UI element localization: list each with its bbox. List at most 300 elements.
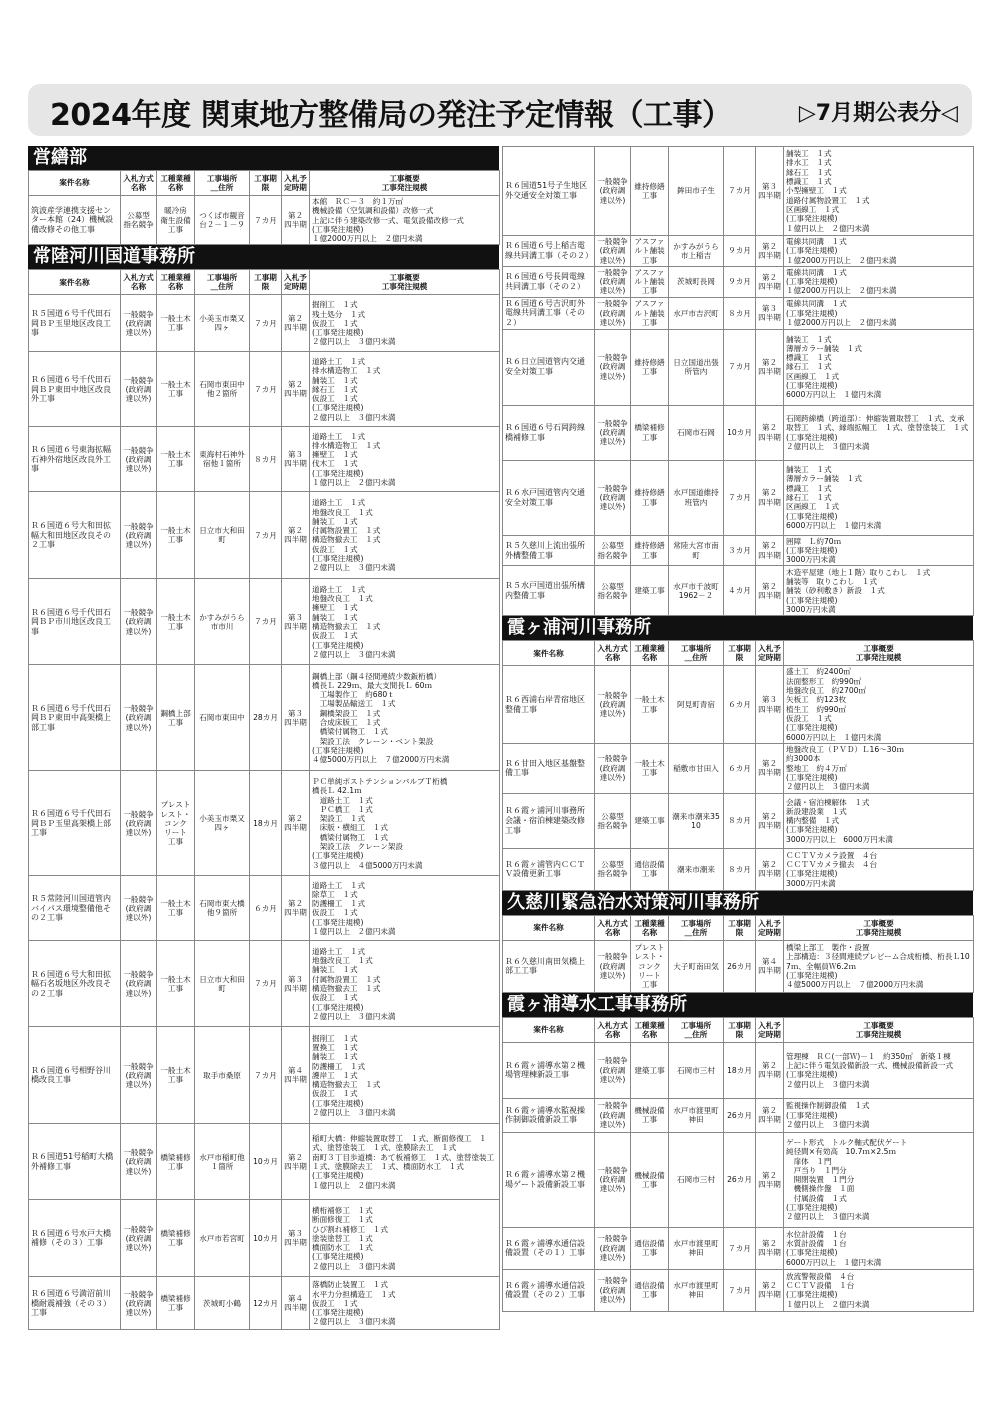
location: 水戸市渡里町神田: [669, 1269, 724, 1311]
bid-timing: 第２ 四半期: [756, 236, 784, 267]
bid-timing: 第２ 四半期: [756, 535, 784, 566]
location: 大子町南田気: [669, 940, 724, 992]
location: 水戸市稲町他１箇所: [195, 1124, 250, 1200]
bid-timing: 第２ 四半期: [756, 1042, 784, 1098]
column-header: 工事場所 ＿住所: [669, 915, 724, 940]
work-type: 暖冷房 衛生設備 工事: [157, 196, 195, 245]
work-type: 一般土木 工事: [631, 743, 669, 793]
section-header: 霞ヶ浦導水工事事務所: [502, 993, 973, 1017]
location: かすみがうら市市川: [195, 579, 250, 665]
table-row: [29, 771, 500, 876]
table-row: [29, 196, 500, 245]
work-type: 鋼橋上部 工事: [157, 665, 195, 771]
location: 石岡市東田中他２箇所: [195, 352, 250, 427]
table-header-row: [29, 270, 500, 295]
duration: ６カ月: [724, 666, 756, 743]
bid-method: 一般競争 (政府調 達以外): [121, 1124, 157, 1200]
column-header: 入札方式 名称: [595, 915, 631, 940]
bid-method: 一般競争 (政府調 達以外): [595, 1269, 631, 1311]
duration: ７カ月: [250, 352, 282, 427]
column-header: 工事場所 ＿住所: [669, 641, 724, 666]
column-header: 入札予 定時期: [282, 171, 310, 196]
bid-method: 公募型 指名競争: [595, 848, 631, 890]
section-header: 常陸河川国道事務所: [28, 245, 499, 269]
bid-timing: 第２ 四半期: [756, 743, 784, 793]
duration: 12カ月: [250, 1277, 282, 1330]
location: 鉾田市子生: [669, 147, 724, 236]
bid-timing: 第２ 四半期: [756, 1227, 784, 1269]
location: 水戸国道維持班管内: [669, 460, 724, 535]
column-header: 工事期限: [724, 641, 756, 666]
duration: ８カ月: [724, 793, 756, 848]
duration: ９カ月: [724, 266, 756, 297]
work-type: 機械設備 工事: [631, 1132, 669, 1227]
bid-method: 一般競争 (政府調 達以外): [595, 743, 631, 793]
bid-timing: 第２ 四半期: [756, 460, 784, 535]
column-header: 案件名称: [503, 1017, 595, 1042]
location: 水戸市若宮町: [195, 1200, 250, 1277]
summary: 舗装工 １式 薄層カラー舗装 １式 標識工 １式 縁石工 １式 区画線工 １式 (工事発注規模) 6000万円以上 １億円未満: [784, 460, 974, 535]
bid-timing: 第３ 四半期: [282, 665, 310, 771]
summary: 監視操作制御設備 １式 (工事発注規模) ２億円以上 ３億円未満: [784, 1098, 974, 1132]
bid-method: 一般競争 (政府調 達以外): [595, 1098, 631, 1132]
column-header: 入札方式 名称: [595, 1017, 631, 1042]
project-name: Ｒ５国道６号千代田石岡ＢＰ玉里地区改良工事: [29, 295, 121, 352]
bid-timing: 第２ 四半期: [282, 196, 310, 245]
duration: ７カ月: [724, 460, 756, 535]
bid-timing: 第２ 四半期: [756, 1132, 784, 1227]
project-name: Ｒ５水戸国道出張所構内整備工事: [503, 566, 595, 616]
summary: 電線共同溝 １式 (工事発注規模) １億2000万円以上 ２億円未満: [784, 236, 974, 267]
table-row: [503, 1227, 974, 1269]
location: 小美玉市栗又四ヶ: [195, 295, 250, 352]
project-name: Ｒ６国道６号千代田石岡ＢＰ東田中地区改良外工事: [29, 352, 121, 427]
duration: ８カ月: [724, 297, 756, 329]
project-name: Ｒ６国道51号子生地区外交通安全対策工事: [503, 147, 595, 236]
order-table: [502, 1017, 974, 1312]
table-row: [503, 535, 974, 566]
table-row: [29, 1124, 500, 1200]
bid-method: 一般競争 (政府調 達以外): [595, 147, 631, 236]
work-type: 一般土木 工事: [157, 941, 195, 1027]
column-header: 工事概要 工事発注規模: [784, 915, 974, 940]
bid-timing: 第２ 四半期: [756, 329, 784, 405]
column-header: 工事概要 工事発注規模: [784, 641, 974, 666]
duration: ７カ月: [250, 295, 282, 352]
work-type: 橋梁補修 工事: [157, 1277, 195, 1330]
location: 常陸大宮市南町: [669, 535, 724, 566]
summary: 管理棟 ＲＣ(一部Ｗ)－１ 約350㎡ 新築１棟 上記に伴う電気設備新設一式、機械設備新設一式 (工事発注規模) ２億円以上 ３億円未満: [784, 1042, 974, 1098]
bid-method: 一般競争 (政府調 達以外): [595, 666, 631, 743]
location: 潮来市潮来3510: [669, 793, 724, 848]
project-name: Ｒ６国道６号長岡電線共同溝工事（その２）: [503, 266, 595, 297]
bid-timing: 第２ 四半期: [756, 566, 784, 616]
bid-method: 一般競争 (政府調 達以外): [595, 236, 631, 267]
column-header: 案件名称: [503, 915, 595, 940]
summary: ＣＣＴＶカメラ設置 ４台 ＣＣＴＶカメラ撤去 ４台 (工事発注規模) 3000万円未満: [784, 848, 974, 890]
bid-method: 一般競争 (政府調 達以外): [121, 876, 157, 941]
project-name: Ｒ６国道６号石岡跨線橋補修工事: [503, 405, 595, 460]
duration: 10カ月: [250, 1200, 282, 1277]
summary: 囲障 Ｌ約70ｍ (工事発注規模) 3000万円未満: [784, 535, 974, 566]
column-header: 工事期限: [724, 1017, 756, 1042]
duration: ７カ月: [250, 492, 282, 579]
duration: ７カ月: [250, 196, 282, 245]
bid-method: 一般競争 (政府調 達以外): [121, 1200, 157, 1277]
table-row: [29, 352, 500, 427]
table-row: [503, 848, 974, 890]
bid-timing: 第３ 四半期: [756, 666, 784, 743]
bid-timing: 第２ 四半期: [282, 295, 310, 352]
work-type: 通信設備 工事: [631, 848, 669, 890]
column-header: 工種業種 名称: [157, 171, 195, 196]
location: 稲敷市甘田入: [669, 743, 724, 793]
work-type: 一般土木 工事: [157, 295, 195, 352]
column-header: 入札予 定時期: [756, 641, 784, 666]
duration: ７カ月: [724, 329, 756, 405]
column-header: 工種業種 名称: [631, 641, 669, 666]
summary: 道路土工 １式 排水構造物工 １式 擁壁工 １式 伐木工 １式 (工事発注規模) １億円以上 ２億円未満: [310, 427, 500, 492]
location: 茨城町長岡: [669, 266, 724, 297]
bid-timing: 第２ 四半期: [756, 266, 784, 297]
duration: 26カ月: [724, 1132, 756, 1227]
summary: 道路土工 １式 地盤改良工 １式 舗装工 １式 付属物設置工 １式 構造物撤去工 １式 仮設工 １式 (工事発注規模) ２億円以上 ３億円未満: [310, 492, 500, 579]
summary: 舗装工 １式 薄層カラー舗装 １式 標識工 １式 縁石工 １式 区画線工 １式 (工事発注規模) 6000万円以上 １億円未満: [784, 329, 974, 405]
table-row: [503, 566, 974, 616]
bid-method: 一般競争 (政府調 達以外): [121, 941, 157, 1027]
work-type: アスファ ルト舗装 工事: [631, 236, 669, 267]
summary: 本館 ＲＣ－３ 約１万㎡ 機械設備（空気調和設備）改修一式 上記に伴う建築改修一式、電気設備改修一式 (工事発注規模) １億2000万円以上 ２億円未満: [310, 196, 500, 245]
table-header-row: [503, 915, 974, 940]
duration: ９カ月: [724, 236, 756, 267]
column-header: 入札方式 名称: [121, 270, 157, 295]
column-header: 入札予 定時期: [756, 1017, 784, 1042]
order-table: [502, 146, 974, 616]
location: つくば市観音台２－１－９: [195, 196, 250, 245]
summary: 石岡跨線橋（跨道部）：伸縮装置取替工 １式、支承取替工 １式、縁端拡幅工 １式、塗替塗装工 １式 (工事発注規模) ２億円以上 ３億円未満: [784, 405, 974, 460]
column-header: 工事場所 ＿住所: [669, 1017, 724, 1042]
bid-method: 一般競争 (政府調 達以外): [595, 1132, 631, 1227]
project-name: Ｒ５久慈川上流出張所外構整備工事: [503, 535, 595, 566]
bid-timing: 第２ 四半期: [756, 1269, 784, 1311]
location: 水戸市渡里町神田: [669, 1227, 724, 1269]
location: 日立市大和田町: [195, 492, 250, 579]
column-header: 工事場所 ＿住所: [195, 270, 250, 295]
location: 茨城町小鶴: [195, 1277, 250, 1330]
summary: 道路土工 １式 地盤改良工 １式 舗装工 １式 付属物設置工 １式 構造物撤去工 １式 仮設工 １式 (工事発注規模) ２億円以上 ３億円未満: [310, 941, 500, 1027]
work-type: 通信設備 工事: [631, 1269, 669, 1311]
work-type: 一般土木 工事: [631, 666, 669, 743]
column-header: 案件名称: [29, 270, 121, 295]
duration: 10カ月: [724, 405, 756, 460]
work-type: アスファ ルト舗装 工事: [631, 297, 669, 329]
location: 潮来市潮来: [669, 848, 724, 890]
duration: 26カ月: [724, 940, 756, 992]
bid-method: 一般競争 (政府調 達以外): [595, 329, 631, 405]
project-name: Ｒ５常陸河川国道管内バイパス環境整備他その２工事: [29, 876, 121, 941]
column-header: 工種業種 名称: [631, 1017, 669, 1042]
project-name: Ｒ６霞ヶ浦管内ＣＣＴＶ設備更新工事: [503, 848, 595, 890]
summary: 掘削工 １式 残土処分 １式 仮設工 １式 (工事発注規模) ２億円以上 ３億円未満: [310, 295, 500, 352]
location: 阿見町青宿: [669, 666, 724, 743]
location: 水戸市渡里町神田: [669, 1098, 724, 1132]
bid-method: 公募型 指名競争: [595, 793, 631, 848]
summary: 地盤改良工（ＰＶＤ）Ｌ16～30ｍ 約3000本 整地工 約４万㎡ (工事発注規模) ２億円以上 ３億円未満: [784, 743, 974, 793]
summary: 道路土工 １式 除草工 １式 防護柵工 １式 仮設工 １式 (工事発注規模) １億円以上 ２億円未満: [310, 876, 500, 941]
project-name: Ｒ６霞ヶ浦導水通信設備設置（その２）工事: [503, 1269, 595, 1311]
table-header-row: [503, 641, 974, 666]
location: 水戸市吉沢町: [669, 297, 724, 329]
bid-timing: 第４ 四半期: [282, 1277, 310, 1330]
summary: ゲート形式 トルク軸式配伏ゲート 純径間×有効高 10.7ｍ×2.5ｍ 扉体 １門 戸当り １門分 開閉装置 １門分 機側操作盤 １面 付属設備 １式 (工事発注規模) ２億円以上 ３億円未満: [784, 1132, 974, 1227]
duration: 28カ月: [250, 665, 282, 771]
duration: 18カ月: [250, 771, 282, 876]
column-header: 工種業種 名称: [157, 270, 195, 295]
column-header: 案件名称: [29, 171, 121, 196]
table-row: [503, 266, 974, 297]
period-label: ▷7月期公表分◁: [798, 101, 958, 126]
work-type: 機械設備 工事: [631, 1098, 669, 1132]
column-header: 工事概要 工事発注規模: [784, 1017, 974, 1042]
column-header: 工事期限: [724, 915, 756, 940]
summary: 横桁補修工 １式 断面修復工 １式 ひび割れ補修工 １式 塗装塗替工 １式 橋面防水工 １式 (工事発注規模) ２億円以上 ３億円未満: [310, 1200, 500, 1277]
bid-method: 一般競争 (政府調 達以外): [121, 427, 157, 492]
location: 水戸市千波町1962－２: [669, 566, 724, 616]
project-name: Ｒ６霞ヶ浦導水第２機場ゲート設備新設工事: [503, 1132, 595, 1227]
title-banner: [28, 84, 972, 136]
work-type: 維持修繕 工事: [631, 535, 669, 566]
table-row: [503, 1269, 974, 1311]
section-header: 霞ヶ浦河川事務所: [502, 616, 973, 640]
duration: ７カ月: [250, 941, 282, 1027]
column-header: 工事期限: [250, 270, 282, 295]
summary: 稲町大橋：伸縮装置取替工 １式、断面修復工 １式、塗替塗装工 １式、塗膜除去工 １式 南町３丁目歩道橋：あて板補修工 １式、塗替塗装工 １式、塗膜除去工 １式、橋面防水工 １式 (工事発注規模) １億円以上 ２億円未満: [310, 1124, 500, 1200]
column-header: 入札予 定時期: [282, 270, 310, 295]
left-column: [28, 146, 499, 1330]
duration: ３カ月: [724, 535, 756, 566]
table-row: [29, 492, 500, 579]
page-title: 2024年度 関東地方整備局の発注予定情報（工事）: [50, 98, 732, 133]
table-row: [503, 147, 974, 236]
bid-timing: 第２ 四半期: [756, 405, 784, 460]
project-name: Ｒ６甘田入地区基盤整備工事: [503, 743, 595, 793]
table-header-row: [503, 1017, 974, 1042]
bid-timing: 第３ 四半期: [756, 297, 784, 329]
table-row: [29, 665, 500, 771]
table-row: [29, 1200, 500, 1277]
duration: ７カ月: [250, 579, 282, 665]
bid-method: 公募型 指名競争: [595, 566, 631, 616]
right-column: [502, 146, 973, 1312]
bid-method: 一般競争 (政府調 達以外): [121, 1277, 157, 1330]
project-name: 筑波産学連携支援センター本館（24）機械設備改修その他工事: [29, 196, 121, 245]
work-type: プレスト レスト・ コンク リート 工事: [631, 940, 669, 992]
project-name: Ｒ６国道６号満沼前川橋耐震補強（その３）工事: [29, 1277, 121, 1330]
column-header: 入札方式 名称: [595, 641, 631, 666]
order-table: [28, 269, 500, 1330]
location: 東海村石神外宿他１箇所: [195, 427, 250, 492]
location: 石岡市三村: [669, 1042, 724, 1098]
bid-timing: 第４ 四半期: [282, 1027, 310, 1124]
project-name: Ｒ６国道６号水戸大橋補修（その３）工事: [29, 1200, 121, 1277]
table-row: [503, 1042, 974, 1098]
bid-method: 一般競争 (政府調 達以外): [595, 1042, 631, 1098]
location: 石岡市東大橋他９箇所: [195, 876, 250, 941]
location: 石岡市三村: [669, 1132, 724, 1227]
order-table: [502, 915, 974, 993]
duration: 10カ月: [250, 1124, 282, 1200]
bid-timing: 第３ 四半期: [282, 941, 310, 1027]
work-type: 橋梁補修 工事: [157, 1200, 195, 1277]
project-name: Ｒ６国道６号東海拡幅石神外宿地区改良外工事: [29, 427, 121, 492]
bid-method: 一般競争 (政府調 達以外): [595, 297, 631, 329]
project-name: Ｒ６国道６号千代田石岡ＢＰ玉里高架橋上部工事: [29, 771, 121, 876]
project-name: Ｒ６国道６号千代田石岡ＢＰ市川地区改良工事: [29, 579, 121, 665]
table-row: [503, 940, 974, 992]
bid-method: 一般競争 (政府調 達以外): [121, 665, 157, 771]
table-row: [29, 295, 500, 352]
column-header: 工事概要 工事発注規模: [310, 171, 500, 196]
order-table: [502, 640, 974, 890]
work-type: 一般土木 工事: [157, 579, 195, 665]
bid-timing: 第２ 四半期: [756, 848, 784, 890]
summary: ＰＣ単純ポストテンションバルブＴ桁橋 橋長Ｌ 42.1ｍ 道路土工 １式 ＰＣ橋工 １式 架設工 １式 床版・横組工 １式 橋梁付属物工 １式 架設工法 クレーン架設 (工事発注規模) ３億円以上 ４億5000万円未満: [310, 771, 500, 876]
location: 石岡市石岡: [669, 405, 724, 460]
summary: 鋼橋上部（鋼４径間連続少数鈑桁橋） 橋長Ｌ 229ｍ、最大支間長Ｌ 60ｍ 工場製作工 約680ｔ 工場製品輸送工 １式 鋼橋架設工 １式 合成床版工 １式 橋梁付属物工 １式 架設工法 クレーン・ベント架設 (工事発注規模) ４億5000万円以上 ７億2000万円未満: [310, 665, 500, 771]
project-name: Ｒ６久慈川南田気橋上部工工事: [503, 940, 595, 992]
column-header: 工種業種 名称: [631, 915, 669, 940]
bid-timing: 第２ 四半期: [282, 771, 310, 876]
summary: 道路土工 １式 地盤改良工 １式 擁壁工 １式 舗装工 １式 構造物撤去工 １式 仮設工 １式 (工事発注規模) ２億円以上 ３億円未満: [310, 579, 500, 665]
bid-timing: 第２ 四半期: [282, 876, 310, 941]
table-row: [503, 329, 974, 405]
bid-method: 公募型 指名競争: [121, 196, 157, 245]
summary: 放流警報設備 ４台 ＣＣＴＶ設備 １台 (工事発注規模) １億円以上 ２億円未満: [784, 1269, 974, 1311]
duration: ７カ月: [724, 1227, 756, 1269]
bid-timing: 第２ 四半期: [282, 352, 310, 427]
bid-timing: 第３ 四半期: [282, 1200, 310, 1277]
work-type: プレスト レスト・ コンク リート 工事: [157, 771, 195, 876]
work-type: 一般土木 工事: [157, 492, 195, 579]
table-row: [503, 1098, 974, 1132]
table-row: [503, 1132, 974, 1227]
location: かすみがうら市上稲吉: [669, 236, 724, 267]
location: 日立国道出張所管内: [669, 329, 724, 405]
section-header: 営繕部: [28, 146, 499, 170]
project-name: Ｒ６国道51号稲町大橋外補修工事: [29, 1124, 121, 1200]
bid-method: 一般競争 (政府調 達以外): [595, 405, 631, 460]
location: 小美玉市栗又四ヶ: [195, 771, 250, 876]
project-name: Ｒ６西浦右岸青宿地区整備工事: [503, 666, 595, 743]
bid-method: 一般競争 (政府調 達以外): [121, 579, 157, 665]
bid-method: 一般競争 (政府調 達以外): [121, 295, 157, 352]
project-name: Ｒ６霞ヶ浦導水第２機場管理棟新設工事: [503, 1042, 595, 1098]
duration: 26カ月: [724, 1098, 756, 1132]
summary: 道路土工 １式 排水構造物工 １式 舗装工 １式 縁石工 １式 仮設工 １式 (工事発注規模) ２億円以上 ３億円未満: [310, 352, 500, 427]
work-type: 一般土木 工事: [157, 1027, 195, 1124]
summary: 落橋防止装置工 １式 水平力分担構造工 １式 仮設工 １式 (工事発注規模) ２億円以上 ３億円未満: [310, 1277, 500, 1330]
duration: ６カ月: [724, 743, 756, 793]
duration: ８カ月: [250, 427, 282, 492]
table-row: [503, 460, 974, 535]
work-type: 建築工事: [631, 566, 669, 616]
bid-timing: 第３ 四半期: [282, 427, 310, 492]
project-name: Ｒ６霞ヶ浦導水監視操作制御設備新設工事: [503, 1098, 595, 1132]
bid-method: 公募型 指名競争: [595, 535, 631, 566]
bid-timing: 第２ 四半期: [282, 1124, 310, 1200]
work-type: 維持修繕 工事: [631, 147, 669, 236]
project-name: Ｒ６国道６号吉沢町外電線共同溝工事（その２）: [503, 297, 595, 329]
work-type: 橋梁補修 工事: [157, 1124, 195, 1200]
summary: 舗装工 １式 排水工 １式 縁石工 １式 標識工 １式 小型擁壁工 １式 道路付属物設置工 １式 区画線工 １式 (工事発注規模) １億円以上 ２億円未満: [784, 147, 974, 236]
bid-method: 一般競争 (政府調 達以外): [595, 266, 631, 297]
location: 取手市桑原: [195, 1027, 250, 1124]
work-type: 通信設備 工事: [631, 1227, 669, 1269]
summary: 水位計設備 １台 水質計設備 １台 (工事発注規模) 6000万円以上 １億円未満: [784, 1227, 974, 1269]
project-name: Ｒ６霞ヶ浦導水通信設備設置（その１）工事: [503, 1227, 595, 1269]
duration: ７カ月: [724, 1269, 756, 1311]
duration: ７カ月: [724, 147, 756, 236]
project-name: Ｒ６国道６号千代田石岡ＢＰ東田中高架橋上部工事: [29, 665, 121, 771]
work-type: 建築工事: [631, 793, 669, 848]
bid-method: 一般競争 (政府調 達以外): [595, 1227, 631, 1269]
duration: ７カ月: [250, 1027, 282, 1124]
column-header: 工事期限: [250, 171, 282, 196]
bid-timing: 第３ 四半期: [756, 147, 784, 236]
bid-method: 一般競争 (政府調 達以外): [595, 460, 631, 535]
order-table: [28, 170, 500, 245]
project-name: Ｒ６日立国道管内交通安全対策工事: [503, 329, 595, 405]
duration: ４カ月: [724, 566, 756, 616]
bid-method: 一般競争 (政府調 達以外): [121, 492, 157, 579]
column-header: 工事概要 工事発注規模: [310, 270, 500, 295]
project-name: Ｒ６国道６号大和田拡幅石名坂地区外改良その２工事: [29, 941, 121, 1027]
bid-method: 一般競争 (政府調 達以外): [121, 771, 157, 876]
project-name: Ｒ６霞ヶ浦河川事務所会議・宿泊棟建築改修工事: [503, 793, 595, 848]
table-row: [29, 941, 500, 1027]
summary: 掘削工 １式 置換工 １式 舗装工 １式 防護柵工 １式 護岸工 １式 構造物撤去工 １式 仮設工 １式 (工事発注規模) ２億円以上 ３億円未満: [310, 1027, 500, 1124]
table-header-row: [29, 171, 500, 196]
bid-method: 一般競争 (政府調 達以外): [121, 352, 157, 427]
column-header: 工事場所 ＿住所: [195, 171, 250, 196]
duration: 18カ月: [724, 1042, 756, 1098]
table-row: [29, 1277, 500, 1330]
summary: 会議・宿泊棟解体 １式 新設建設業 １式 構内整備 １式 (工事発注規模) 3000万円以上 6000万円未満: [784, 793, 974, 848]
table-row: [503, 793, 974, 848]
location: 石岡市東田中: [195, 665, 250, 771]
table-row: [503, 297, 974, 329]
work-type: 一般土木 工事: [157, 352, 195, 427]
table-row: [29, 876, 500, 941]
summary: 電線共同溝 １式 (工事発注規模) １億2000万円以上 ２億円未満: [784, 297, 974, 329]
work-type: 一般土木 工事: [157, 876, 195, 941]
work-type: 橋梁補修 工事: [631, 405, 669, 460]
duration: ６カ月: [250, 876, 282, 941]
summary: 盛土工 約2400㎥ 法面整形工 約990㎡ 地盤改良工 約2700㎡ 矢板工 約123枚 植生工 約990㎡ 仮設工 １式 (工事発注規模) 6000万円以上 １億円未満: [784, 666, 974, 743]
section-header: 久慈川緊急治水対策河川事務所: [502, 891, 973, 915]
duration: ８カ月: [724, 848, 756, 890]
column-header: 案件名称: [503, 641, 595, 666]
bid-method: 一般競争 (政府調 達以外): [121, 1027, 157, 1124]
table-row: [29, 427, 500, 492]
work-type: 建築工事: [631, 1042, 669, 1098]
work-type: アスファ ルト舗装 工事: [631, 266, 669, 297]
bid-timing: 第４ 四半期: [756, 940, 784, 992]
bid-timing: 第３ 四半期: [282, 579, 310, 665]
project-name: Ｒ６国道６号相野谷川橋改良工事: [29, 1027, 121, 1124]
table-row: [29, 1027, 500, 1124]
summary: 木造平屋建（地上１階）取りこわし １式 舗装等 取りこわし １式 舗装（砂利敷き）新設 １式 (工事発注規模) 3000万円未満: [784, 566, 974, 616]
